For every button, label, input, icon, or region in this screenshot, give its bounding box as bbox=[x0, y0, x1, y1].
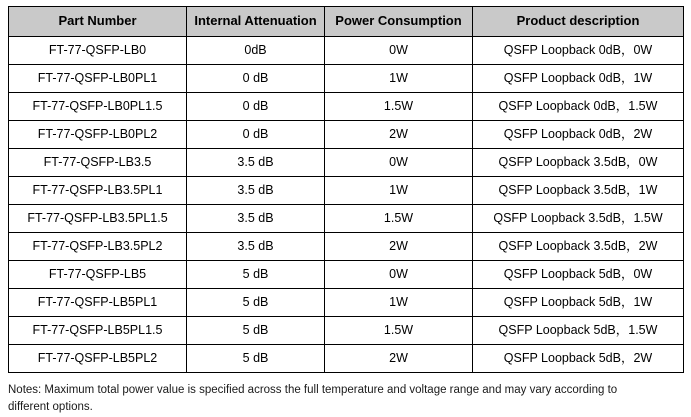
cell-part-number: FT-77-QSFP-LB3.5PL1 bbox=[9, 177, 187, 205]
table-notes bbox=[8, 382, 680, 417]
cell-product-description: QSFP Loopback 3.5dB，2W bbox=[473, 233, 684, 261]
cell-part-number: FT-77-QSFP-LB3.5PL2 bbox=[9, 233, 187, 261]
cell-product-description: QSFP Loopback 5dB，0W bbox=[473, 261, 684, 289]
cell-power-consumption: 1.5W bbox=[325, 93, 473, 121]
cell-part-number: FT-77-QSFP-LB5 bbox=[9, 261, 187, 289]
cell-power-consumption: 1W bbox=[325, 177, 473, 205]
table-row bbox=[9, 205, 684, 233]
cell-product-description: QSFP Loopback 0dB，1.5W bbox=[473, 93, 684, 121]
cell-product-description: QSFP Loopback 0dB，0W bbox=[473, 37, 684, 65]
table-row bbox=[9, 177, 684, 205]
cell-internal-attenuation: 3.5 dB bbox=[187, 205, 325, 233]
table-row bbox=[9, 65, 684, 93]
cell-product-description: QSFP Loopback 5dB，2W bbox=[473, 345, 684, 373]
cell-internal-attenuation: 3.5 dB bbox=[187, 149, 325, 177]
table-header bbox=[9, 7, 684, 37]
cell-product-description: QSFP Loopback 0dB，1W bbox=[473, 65, 684, 93]
cell-power-consumption: 2W bbox=[325, 345, 473, 373]
note-line-1: Notes: Maximum total power value is specified across the full temperature and voltage range and may vary according to bbox=[8, 384, 618, 396]
cell-internal-attenuation: 3.5 dB bbox=[187, 177, 325, 205]
table-row bbox=[9, 345, 684, 373]
table-row bbox=[9, 317, 684, 345]
cell-power-consumption: 1W bbox=[325, 289, 473, 317]
table-body bbox=[9, 37, 684, 373]
cell-product-description: QSFP Loopback 0dB，2W bbox=[473, 121, 684, 149]
cell-power-consumption: 0W bbox=[325, 261, 473, 289]
table-row bbox=[9, 149, 684, 177]
cell-part-number: FT-77-QSFP-LB0PL1.5 bbox=[9, 93, 187, 121]
cell-power-consumption: 1.5W bbox=[325, 205, 473, 233]
cell-power-consumption: 2W bbox=[325, 121, 473, 149]
column-header-part-number: Part Number bbox=[9, 7, 187, 37]
table-row bbox=[9, 121, 684, 149]
table-row bbox=[9, 261, 684, 289]
cell-internal-attenuation: 5 dB bbox=[187, 345, 325, 373]
cell-internal-attenuation: 5 dB bbox=[187, 261, 325, 289]
column-header-internal-attenuation: Internal Attenuation bbox=[187, 7, 325, 37]
cell-part-number: FT-77-QSFP-LB0 bbox=[9, 37, 187, 65]
cell-internal-attenuation: 0dB bbox=[187, 37, 325, 65]
cell-product-description: QSFP Loopback 3.5dB，1.5W bbox=[473, 205, 684, 233]
cell-internal-attenuation: 5 dB bbox=[187, 289, 325, 317]
cell-product-description: QSFP Loopback 5dB，1W bbox=[473, 289, 684, 317]
cell-power-consumption: 2W bbox=[325, 233, 473, 261]
column-header-product-description: Product description bbox=[473, 7, 684, 37]
table-row bbox=[9, 93, 684, 121]
column-header-power-consumption: Power Consumption bbox=[325, 7, 473, 37]
cell-power-consumption: 0W bbox=[325, 37, 473, 65]
cell-internal-attenuation: 0 dB bbox=[187, 121, 325, 149]
table-row bbox=[9, 233, 684, 261]
cell-product-description: QSFP Loopback 3.5dB，0W bbox=[473, 149, 684, 177]
cell-part-number: FT-77-QSFP-LB5PL1 bbox=[9, 289, 187, 317]
cell-internal-attenuation: 0 dB bbox=[187, 65, 325, 93]
table-row bbox=[9, 289, 684, 317]
table-row bbox=[9, 37, 684, 65]
table-header-row bbox=[9, 7, 684, 37]
cell-internal-attenuation: 5 dB bbox=[187, 317, 325, 345]
note-line-2: different options. bbox=[8, 401, 93, 414]
cell-internal-attenuation: 3.5 dB bbox=[187, 233, 325, 261]
cell-part-number: FT-77-QSFP-LB5PL2 bbox=[9, 345, 187, 373]
cell-power-consumption: 1.5W bbox=[325, 317, 473, 345]
cell-part-number: FT-77-QSFP-LB0PL1 bbox=[9, 65, 187, 93]
cell-product-description: QSFP Loopback 3.5dB，1W bbox=[473, 177, 684, 205]
cell-part-number: FT-77-QSFP-LB5PL1.5 bbox=[9, 317, 187, 345]
cell-part-number: FT-77-QSFP-LB0PL2 bbox=[9, 121, 187, 149]
cell-part-number: FT-77-QSFP-LB3.5 bbox=[9, 149, 187, 177]
cell-internal-attenuation: 0 dB bbox=[187, 93, 325, 121]
cell-power-consumption: 1W bbox=[325, 65, 473, 93]
cell-product-description: QSFP Loopback 5dB，1.5W bbox=[473, 317, 684, 345]
cell-power-consumption: 0W bbox=[325, 149, 473, 177]
product-specification-table bbox=[8, 6, 684, 373]
cell-part-number: FT-77-QSFP-LB3.5PL1.5 bbox=[9, 205, 187, 233]
